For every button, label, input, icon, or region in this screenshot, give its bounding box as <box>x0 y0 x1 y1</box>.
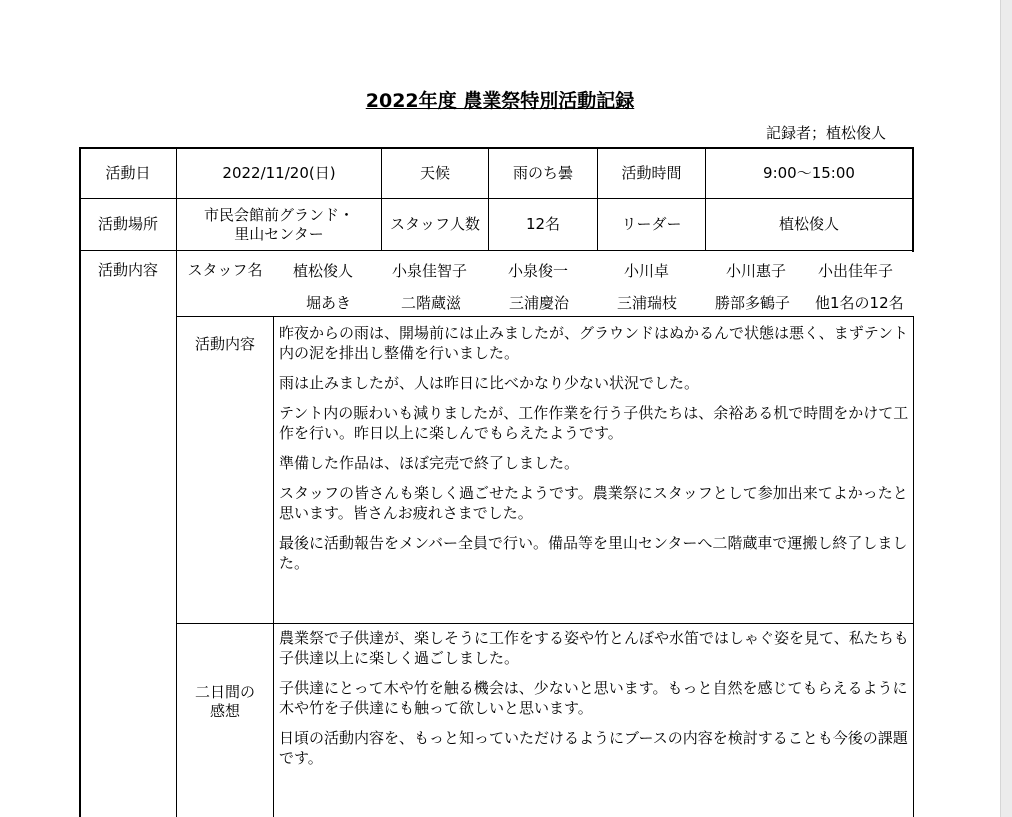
activity-time-label: 活動時間 <box>621 164 682 182</box>
weather-label: 天候 <box>419 164 450 182</box>
staff-count-value: 12名 <box>525 215 561 233</box>
activity-place-value <box>177 199 381 250</box>
content-paragraph: テント内の賑わいも減りましたが、工作作業を行う子供たちは、余裕ある机で時間をかけて工作を行い。昨日以上に楽しんでもらえたようです。 <box>279 404 909 442</box>
staff-count-label: スタッフ人数 <box>389 215 480 233</box>
content-paragraph: 雨は止みましたが、人は昨日に比べかなり少ない状況でした。 <box>279 374 700 392</box>
activity-section-label: 活動内容 <box>97 260 158 279</box>
activity-content-text <box>279 323 911 583</box>
staff-bottom-border <box>177 316 914 317</box>
staff-name: 小泉佳智子 <box>392 262 468 280</box>
activity-content-label: 活動内容 <box>194 334 255 353</box>
page-title: 2022年度 農業祭特別活動記録 <box>365 90 635 112</box>
impression-label-line2: 感想 <box>209 702 240 720</box>
staff-name: 小川惠子 <box>726 262 787 280</box>
staff-name: 三浦慶治 <box>509 294 570 312</box>
impression-paragraph: 日頃の活動内容を、もっと知っていただけるようにブースの内容を検討することも今後の課題です。 <box>279 729 908 767</box>
activity-date-value: 2022/11/20(日) <box>222 164 336 182</box>
staff-name: 勝部多鶴子 <box>715 294 791 312</box>
activity-place-label: 活動場所 <box>97 215 158 233</box>
recorder: 記録者；植松俊人 <box>765 124 886 142</box>
leader-label: リーダー <box>621 215 682 233</box>
impression-label-line1: 二日間の <box>194 683 255 701</box>
activity-date-label: 活動日 <box>105 164 151 182</box>
weather-value: 雨のち曇 <box>512 164 573 182</box>
impression-paragraph: 子供達にとって木や竹を触る機会は、少ないと思います。もっと自然を感じてもらえるように木や竹を子供達にも触って欲しいと思います。 <box>279 679 908 717</box>
row2-bottom-border <box>79 250 914 251</box>
activity-time-value: 9:00〜15:00 <box>763 164 855 182</box>
staff-name: 堀あき <box>306 294 352 312</box>
staff-name: 小泉俊一 <box>508 262 569 280</box>
content-bottom-border <box>177 623 914 624</box>
staff-name: 小出佳年子 <box>818 262 894 280</box>
staff-name: 小川卓 <box>624 262 670 280</box>
activity-place-line1: 市民会館前グランド・ <box>203 205 354 224</box>
impression-label <box>177 682 273 722</box>
scrollbar[interactable] <box>1000 0 1012 817</box>
content-left-border <box>273 316 274 817</box>
staff-name: 他1名の12名 <box>815 294 904 312</box>
staff-name: 三浦瑞枝 <box>617 294 678 312</box>
leader-value: 植松俊人 <box>778 215 839 233</box>
content-paragraph: 最後に活動報告をメンバー全員で行い。備品等を里山センターへ二階蔵車で運搬し終了しました。 <box>279 534 908 572</box>
content-paragraph: 昨夜からの雨は、開場前には止みましたが、グラウンドはぬかるんで状態は悪く、まずテント内の泥を排出し整備を行いました。 <box>279 324 908 362</box>
staff-name: 植松俊人 <box>293 262 354 280</box>
activity-place-line2: 里山センター <box>234 224 324 243</box>
content-paragraph: 準備した作品は、ほぼ完売で終了しました。 <box>279 454 580 472</box>
table-right-border-lower <box>913 316 914 817</box>
content-paragraph: スタッフの皆さんも楽しく過ごせたようです。農業祭にスタッフとして参加出来てよかったと思います。皆さんお疲れさまでした。 <box>279 484 908 522</box>
table-right-border <box>912 147 914 252</box>
impression-paragraph: 農業祭で子供達が、楽しそうに工作をする姿や竹とんぼや水笛ではしゃぐ姿を見て、私たちも子供達以上に楽しく過ごしました。 <box>279 629 909 667</box>
staff-name: 二階蔵滋 <box>401 294 462 312</box>
impression-text <box>279 628 911 778</box>
staff-names-label: スタッフ名 <box>187 260 263 279</box>
